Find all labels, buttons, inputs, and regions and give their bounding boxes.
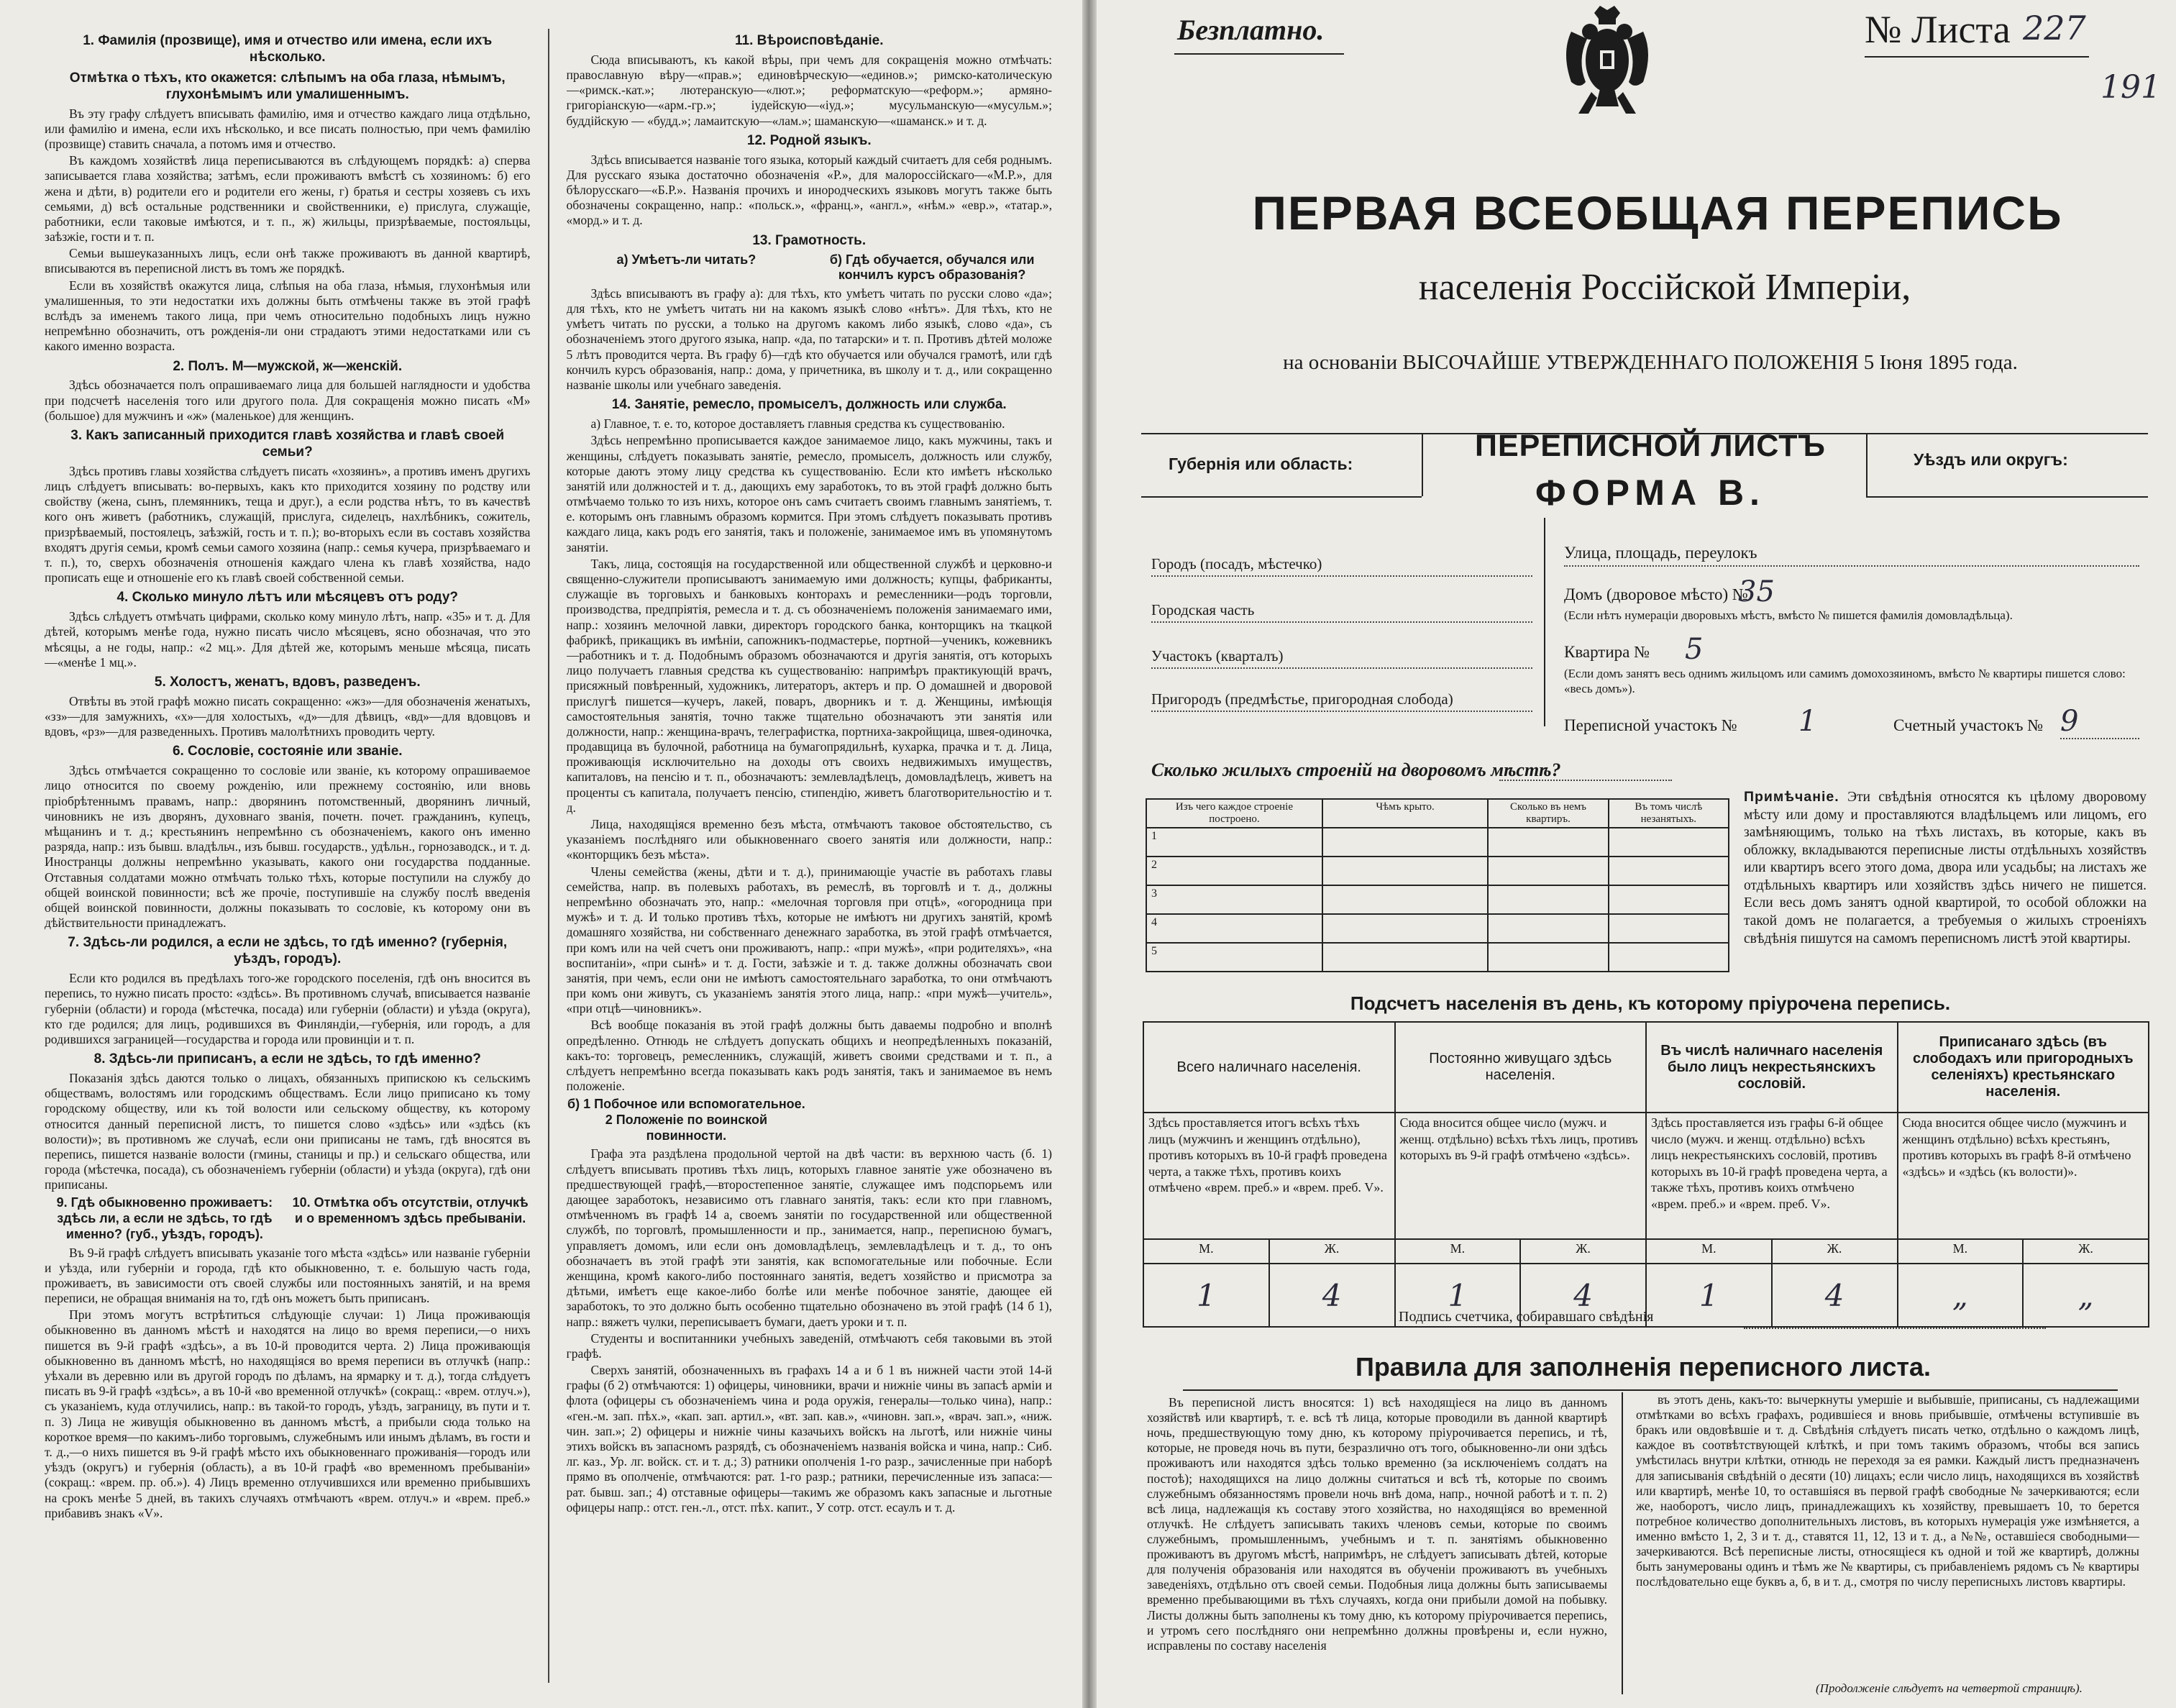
section-heading: б) 1 Побочное или вспомогательное. 2 Положеніе по воинской повинности. — [567, 1097, 805, 1143]
instruction-paragraph: Графа эта раздѣлена продольной чертой на двѣ части: въ верхнюю часть (б. 1) слѣдуетъ вписывать противъ тѣхъ лицъ, которыхъ главное занятіе уже обозначено въ предшествующей графѣ,—второстепенное занятіе, служащее имъ подспорьемъ или дающее заработокъ, независимо отъ главнаго занятія, такъ: если кто при главномъ, отмѣченномъ въ графѣ 14 а, своемъ занятіи по государственной или общественной службѣ, по торговлѣ, промышленности и пр., занимается, напр., переписною бумагъ, управляетъ домомъ, или если онъ домовладѣлецъ, землевладѣлецъ и т. д., то онъ обозначаетъ въ этой графѣ эти занятія, как вспомогательные или побочные. Если женщина, кромѣ какого-либо постояннаго занятія, ведетъ хозяйство и присмотра за дѣтьми, имѣетъ еще какое-либо болѣе или менѣе побочное занятіе, дающее ей заработокъ, то это должно быть особенно тщательно обозначено въ этой графѣ (14 б 1), напр.: вяжетъ чулки, переписываетъ бумаги, даетъ уроки и т. п. — [566, 1146, 1052, 1329]
buildings-header-roof: Чѣмъ крыто. — [1322, 799, 1489, 828]
count-header-permanent: Постоянно живущаго здѣсь населенія. — [1395, 1022, 1647, 1113]
buildings-row-number: 4 — [1146, 914, 1322, 943]
section-heading: 12. Родной языкъ. — [746, 132, 872, 148]
book-spine — [1082, 0, 1097, 1708]
instruction-paragraph: Въ эту графу слѣдуетъ вписывать фамилію, имя и отчество каждаго лица отдѣльно, или фамилію и имена, если ихъ нѣсколько, и все писать полностью, при чемъ фамилію (прозвище) ставить сначала, а потомъ имя и отчество. — [45, 106, 531, 151]
count-header-present: Всего наличнаго населенія. — [1143, 1022, 1395, 1113]
sheet-number-value: 227 — [2023, 9, 2086, 47]
rules-text-1: Въ переписной листъ вносятся: 1) всѣ находящіеся на лицо въ данномъ хозяйствѣ или квартирѣ, т. е. всѣ тѣ лица, которые проводили въ данной квартирѣ ночь, предшествующую тому дню, къ которому пріурочивается перепись, и тѣ, которые, не проведя ночь въ пути, безразлично отъ того, обыкновенно-ли они здѣсь проживаютъ или находятся здѣсь только временно (за исключеніемъ солдатъ на постоѣ); находящихся на лицо должны считаться и всѣ тѣ, которые по своимъ служебнымъ обязанностямъ провели ночь внѣ дома, напр., ночной работѣ и т. п. 2) всѣ лица, надлежащія къ составу этого хозяйства, но находящіяся во временной отлучкѣ. Не слѣдуетъ записывать такихъ членовъ семьи, которые по своимъ служебнымъ, промышленнымъ, учебнымъ и т. п. занятіямъ обыкновенно проживаютъ въ другомъ мѣстѣ, напримѣръ, не слѣдуетъ записывать дѣтей, которые для полученія образованія или находятся въ обученіи проживаютъ въ учебныхъ заведеніяхъ, отдѣльно отъ своей семьи. Подобныя лица должны быть записываемы временно пребывающими въ тѣхъ случаяхъ, когда они прибыли домой на побывку. Листы должны быть заполнены къ тому дню, къ которому пріурочивается перепись, и утромъ сего послѣдняго они непремѣнно должны провѣрены и, если нужно, исправлены по составу населенія — [1147, 1395, 1607, 1653]
census-form-page — [1097, 0, 2176, 1708]
county-label: Уѣздъ или округъ: — [1914, 450, 2068, 469]
instruction-paragraph: Всѣ вообще показанія въ этой графѣ должны быть даваемы подробно и вполнѣ опредѣленно. Отнюдь не слѣдуетъ допускать общихъ и неопредѣленныхъ показаній, какъ-то: торговецъ, ремесленникъ, служащій, живетъ своими средствами и т. п., а слѣдуетъ непремѣнно всегда показывать какъ родъ занятія, такъ и занимаемое въ немъ положеніе. — [566, 1018, 1052, 1094]
instruction-paragraph: Здѣсь вписываютъ въ графу а): для тѣхъ, кто умѣетъ читать по русски слово «да»; для тѣхъ, кто не умѣетъ читать ни на какомъ языкѣ слово «нѣтъ». Для тѣхъ, кто не умѣетъ читать по русски, а только на другомъ какомъ либо языкѣ, слово «да», съ обозначеніемъ этого другого языка, напр. «да, по татарски» и т. п. Противъ дѣтей моложе 5 лѣтъ проводится черта. Въ графу б)—гдѣ кто обучается или обучался грамотѣ, или гдѣ кончилъ курсъ образованія, напр.: дома, у причетника, въ школу и т. д., или сокращенно названіе школы или учебнаго заведенія. — [566, 286, 1052, 393]
female-label: Ж. — [1772, 1239, 1898, 1264]
count-value: „ — [2023, 1264, 2149, 1327]
instruction-paragraph: Такъ, лица, состоящія на государственной или общественной службѣ и церковно-и священно-служители прописываютъ занимаемую ими должность; купцы, фабриканты, служащіе въ торговыхъ и банковыхъ конторахъ и ремесленники—родъ торговли, производства, предпріятія, ремесла и т. д. съ обозначеніемъ положенія занимаемаго ими, напр.: хозяинъ мелочной лавки, директоръ городского банка, конторщикъ на ткацкой фабрикѣ, прикащикъ въ имѣніи, сапожникъ-подмастерье, портной—ученикъ, кожевникъ—работникъ и т. д. Подобнымъ образомъ обозначаются и другія занятія, отъ которыхъ лицо получаетъ главныя средства къ существованію: напримѣръ практикующій врачъ, присяжный повѣренный, художникъ, литераторъ, актеръ и пр. О домашней и дворовой прислугѣ пишется—кучеръ, лакей, поваръ, дворникъ и т. д. Женщины, имѣющія самостоятельныя занятія, точно также тщательно обозначаютъ эти занятія или должности, напр.: женщина-врачъ, телеграфистка, портниха-закройщица, швея-одиночка, продавщица въ булочной, работница на бумагопрядильнѣ, кухарка, прачка и т. д. Лица, проживающія исключительно на доходы отъ своихъ недвижимыхъ имуществъ, капиталовъ, на пенсію и т. п., обозначаютъ: землевладѣлецъ, домовладѣлецъ, живетъ на проценты съ капитала, получаетъ пенсію, стипендію, живетъ благотворительностію и т. д. — [566, 556, 1052, 815]
district-label: Участокъ (кварталъ) — [1151, 647, 1284, 665]
section-heading: 4. Сколько минуло лѣтъ или мѣсяцевъ отъ роду? — [116, 590, 459, 606]
count-desc-permanent: Сюда вносится общее число (мужч. и женщ. отдѣльно) всѣхъ тѣхъ лицъ, противъ которыхъ въ 9-й графѣ отмѣчено «здѣсь». — [1395, 1113, 1647, 1239]
instructions-column-2 — [567, 29, 1053, 1683]
buildings-question: Сколько жилыхъ строеній на дворовомъ мѣстѣ? — [1151, 759, 1561, 780]
stamp-number: 191 — [2100, 69, 2161, 106]
count-desc-present: Здѣсь проставляется итогъ всѣхъ тѣхъ лицъ (мужчинъ и женщинъ отдѣльно), противъ которыхъ въ 10-й графѣ проведена черта, а также тѣхъ, противъ коихъ отмѣчено «врем. преб.» и «врем. преб. V». — [1143, 1113, 1395, 1239]
count-value: „ — [1898, 1264, 2024, 1327]
continued-note: (Продолженіе слѣдуетъ на четвертой страницѣ). — [1816, 1681, 2083, 1695]
section-heading: б) Гдѣ обучается, обучался или кончилъ курсъ образованія? — [829, 252, 1035, 283]
instruction-paragraph: Семьи вышеуказанныхъ лицъ, если онѣ также проживаютъ въ данной квартирѣ, вписываются въ переписной листъ въ томъ же порядкѣ. — [45, 246, 531, 276]
apartment-label: Квартира № — [1564, 643, 1650, 661]
section-heading: 2. Полъ. М—мужской, ж—женскій. — [173, 358, 403, 374]
instruction-paragraph: Здѣсь противъ главы хозяйства слѣдуетъ писать «хозяинъ», а противъ именъ другихъ лицъ слѣдуетъ вписывать: во-первыхъ, какъ кто приходится хозяину по родству или свойству (жена, сынъ, племянникъ, теща и друг.), а если родства нѣтъ, то въ качествѣ кого онъ живетъ (работникъ, служащій, прислуга, сиделецъ, нахлѣбникъ, сожитель, призрѣваемый, постоялецъ, заѣзжій, гость и т. п.); во-вторыхъ если въ составъ хозяйства входятъ другія семьи, кромѣ семьи самого хозяина (напр.: семья кучера, призрѣваемаго и т. п.), то, сверхъ обозначенія отношенія каждаго члена къ главѣ хозяйства, надо прописать еще и отношеніе его къ главѣ своей собственной семьи. — [45, 463, 531, 585]
section-heading — [812, 1097, 1052, 1143]
count-header-peasant: Приписанаго здѣсь (въ слободахъ или пригородныхъ селеніяхъ) крестьянскаго населенія. — [1898, 1022, 2149, 1113]
count-desc-non-peasant: Здѣсь проставляется изъ графы 6-й общее число (мужч. и женщ. отдѣльно) всѣхъ лицъ некрестьянскихъ сословій, противъ которыхъ въ 10-й графѣ проведена черта, а также тѣхъ, противъ коихъ отмѣчено «врем. преб.» и «врем. преб. V». — [1646, 1113, 1898, 1239]
section-heading: 8. Здѣсь-ли приписанъ, а если не здѣсь, то гдѣ именно? — [93, 1051, 481, 1067]
female-label: Ж. — [2023, 1239, 2149, 1264]
male-label: М. — [1646, 1239, 1772, 1264]
instructions-column-1 — [45, 29, 531, 1683]
instruction-paragraph: Здѣсь вписывается названіе того языка, который каждый считаетъ для себя роднымъ. Для русскаго языка достаточно обозначенія «Р.», для малороссійскаго—«М.Р.», для бѣлорусскаго—«Б.Р.». Названія прочихъ и инородческихъ языковъ могутъ также быть обозначены сокращенно, напр.: «польск.», «франц.», «англ.», «нѣм.» «евр.», «татар.», «морд.» и т. д. — [566, 152, 1052, 228]
house-note: (Если нѣтъ нумераціи дворовыхъ мѣстъ, вмѣсто № пишется фамилія домовладѣльца). — [1564, 608, 2013, 622]
section-heading: 1. Фамилія (прозвище), имя и отчество или имена, если ихъ нѣсколько. — [83, 33, 493, 65]
count-value: 4 — [1772, 1264, 1898, 1327]
male-label: М. — [1395, 1239, 1521, 1264]
instruction-paragraph: При этомъ могутъ встрѣтиться слѣдующіе случаи: 1) Лица проживающія обыкновенно въ данномъ мѣстѣ и находятся на лицо во время переписи,—о нихъ пишется въ 9-й графѣ «здѣсь», а въ 10-й проводится черта. 2) Лица проживающія обыкновенно въ данномъ мѣстѣ, но находящіяся во время переписи въ отлучкѣ (напр.: уѣхали въ деревню или въ другой городъ по дѣламъ, на ярмарку и т. д.), тогда слѣдуетъ писать въ 9-й графѣ «здѣсь», а въ 10-й «во временной отлучкѣ» (сокращ.: «врем. отлуч.»), съ указаніемъ, куда отлучились, напр.: въ такой-то городъ, уѣздъ, заграницу, въ пути и т. п. 3) Лица не живущія обыкновенно въ данномъ мѣстѣ, а прибыли сюда только на короткое время—по какимъ-либо торговымъ, служебнымъ или инымъ дѣламъ, въ гости и т. д.,—о нихъ пишется въ 9-й графѣ мѣсто ихъ обыкновеннаго проживанія—городъ или уѣздъ (округъ) и губернія (область), а въ 10-й графѣ «во временномъ пребываніи» (сокращ.: «врем. пр. об.»). 4) Лицъ временно отлучившихся или временно прибывшихъ на срокъ менѣе 5 дней, въ такихъ случаяхъ отмѣчаютъ «врем. отлуч.» и «врем. преб.» прибавивъ знакъ «V». — [45, 1307, 531, 1520]
buildings-note — [1744, 788, 2147, 948]
instruction-paragraph: Въ 9-й графѣ слѣдуетъ вписывать указаніе того мѣста «здѣсь» или названіе губерніи и уѣзда, или губерніи и города, гдѣ кто обыкновенно, т. е. большую часть года, проживаетъ, въ зависимости отъ своей службы или постоянныхъ занятій, и на время переписи, не обращая вниманія на то, гдѣ онъ можетъ быть приписанъ. — [45, 1245, 531, 1306]
population-count-title: Подсчетъ населенія въ день, къ которому пріурочена перепись. — [1350, 992, 1951, 1014]
rules-text-2: въ этотъ день, какъ-то: вычеркнуты умершіе и выбывшіе, приписаны, съ надлежащими отмѣтками во всѣхъ графахъ, родившіеся и вновь прибывшіе, отмѣчены вступившіе въ бракъ или овдовѣвшіе и т. д. Свѣдѣнія слѣдуетъ писать четко, отдѣльно о каждомъ лицѣ, каждое въ соотвѣтствующей клѣткѣ, и при томъ такимъ образомъ, чтобы вся запись умѣстилась внутри клѣтки, отнюдь не переходя за ея рамки. Каждый листъ предназначенъ для записыванія свѣдѣній о десяти (10) лицахъ; если число лицъ, находящихся въ хозяйствѣ или квартирѣ, менѣе 10, то оставшіяся въ первой графѣ свободные № зачеркиваются; если же, наоборотъ, число лицъ, принадлежащихъ къ хозяйству, превышаетъ 10, то берется потребное количество дополнительныхъ листовъ, въ которыхъ нумерація уже измѣняется, а именно вмѣсто 1, 2, 3 и т. д., ставятся 11, 12, 13 и т. д., а №№, оставшіеся свободными—зачеркиваются. Всѣ переписные листы, относящіеся къ одной и той же квартирѣ, должны быть занумерованы одинъ и тѣмъ же № квартиры, съ прибавленіемъ рядомъ съ № квартиры послѣдовательно еще буквъ а, б, в и т. д., смотря по числу переписныхъ листовъ квартиры. — [1636, 1392, 2139, 1589]
house-number: 35 — [1738, 575, 1775, 608]
rules-column-1 — [1147, 1395, 1607, 1697]
count-header-non-peasant: Въ числѣ наличнаго населенія было лицъ некрестьянскихъ сословій. — [1646, 1022, 1898, 1113]
buildings-row-number: 5 — [1146, 943, 1322, 972]
buildings-row-number: 3 — [1146, 885, 1322, 914]
page-title: ПЕРВАЯ ВСЕОБЩАЯ ПЕРЕПИСЬ — [1252, 186, 2063, 239]
count-value: 1 — [1646, 1264, 1772, 1327]
column-divider — [548, 29, 549, 1683]
legal-basis: на основаніи ВЫСОЧАЙШЕ УТВЕРЖДЕННАГО ПОЛОЖЕНІЯ 5 Іюня 1895 года. — [1283, 351, 2018, 374]
section-heading: 5. Холостъ, женатъ, вдовъ, разведенъ. — [154, 674, 421, 690]
instruction-paragraph: Здѣсь непремѣнно прописывается каждое занимаемое лицо, какъ мужчины, такъ и женщины, слѣдуетъ показывать занятіе, ремесло, промыселъ, должность или службу, которые даютъ этому лицу средства къ существованію. Если кто имѣетъ нѣсколько занятій или должностей и т. д., дающихъ ему заработокъ, то въ этой графѣ должно быть отмѣчаемо только то изъ нихъ, которое онъ самъ считаетъ своимъ главнымъ занятіемъ, т. е. которымъ онъ главнымъ образомъ кормится. При этомъ слѣдуетъ показывать противъ каждаго лица, какъ родъ его занятія, такъ и положеніе, занимаемое имъ въ упомянутомъ занятіи. — [566, 433, 1052, 554]
city-part-label: Городская часть — [1151, 601, 1255, 618]
section-heading: 14. Занятіе, ремесло, промыселъ, должность или служба. — [611, 397, 1007, 413]
rules-title: Правила для заполненія переписного листа. — [1355, 1352, 1932, 1382]
instruction-paragraph: Показанія здѣсь даются только о лицахъ, обязанныхъ припискою къ сельскимъ обществамъ, волостямъ или городскимъ обществамъ. Если лицо приписано къ тому городскому обществу, или къ той волости или сельскому обществу, къ которому относится данный переписной листъ, то пишется слово «здѣсь» или «здѣсь (къ волости)»; въ противномъ же случаѣ, если они приписаны не тамъ, гдѣ вносятся въ перепись, пишется названіе волости (гмины, станицы и пр.) и сельскаго общества, или города (мѣстечка, посада), съ обозначеніемъ губерніи (области) и уѣзда (округа), гдѣ они приписаны. — [45, 1070, 531, 1192]
instruction-paragraph: Здѣсь обозначается полъ опрашиваемаго лица для большей наглядности и удобства при подсчетѣ населенія того или другого пола. Для сокращенія можно писать «М» (большое) для мужчинъ и «ж» (маленькое) для женщинъ. — [45, 378, 531, 423]
sheet-number-label: № Листа — [1865, 8, 2011, 51]
instruction-paragraph: Члены семейства (жены, дѣти и т. д.), принимающіе участіе въ работахъ главы семейства, напр. въ полевыхъ работахъ, въ ремеслѣ, въ торговлѣ и т. д., должны непремѣнно обозначать это, напр.: «мелочная торговля при отцѣ», «огородница при мужѣ» и т. д. И только противъ тѣхъ, которые не имѣютъ ни другихъ занятій, кромѣ домашняго хозяйства, ни собственнаго денежнаго заработка, въ этой графѣ отмѣчается, при комъ или на чей счетъ они проживаютъ, напр.: «при мужѣ», «при родителяхъ», «на воспитаніи», «при сынѣ» и т. д. Гости, заѣзжіе и т. д. также должны обозначать свои занятія, при чемъ, если они не имѣютъ самостоятельнаго заработка, то они отмѣчаютъ при комъ они живутъ, съ указаніемъ занятія этого лица, напр.: «при мужѣ—учитель», «при отцѣ—чиновникъ». — [566, 864, 1052, 1016]
paired-headings — [567, 252, 1053, 283]
population-count-table — [1143, 1021, 2149, 1328]
buildings-row-number: 1 — [1146, 828, 1322, 857]
male-label: М. — [1898, 1239, 2024, 1264]
section-heading: 3. Какъ записанный приходится главѣ хозяйства и главѣ своей семьи? — [70, 428, 505, 460]
instruction-paragraph: Если въ хозяйствѣ окажутся лица, слѣпыя на оба глаза, нѣмыя, глухонѣмыя или умалишенныя, то эти недостатки ихъ должны быть отмѣчены также въ этой графѣ вслѣдъ за именемъ такого лица, при чемъ относительно подобныхъ лицъ нужно непремѣнно обозначить, отъ рожденія-ли они страдаютъ этими недостатками или съ какого именно возраста. — [45, 278, 531, 354]
census-district-value: 1 — [1798, 705, 1817, 738]
section-heading: а) Умѣетъ-ли читать? — [616, 252, 756, 267]
list-title: ПЕРЕПИСНОЙ ЛИСТЪ — [1475, 429, 1826, 463]
count-value: 1 — [1395, 1264, 1521, 1327]
buildings-header-apartments: Сколько въ немъ квартиръ. — [1488, 799, 1608, 828]
instruction-paragraph: Сверхъ занятій, обозначенныхъ въ графахъ 14 а и б 1 въ нижней части этой 14-й графы (б 2) отмѣчаются: 1) офицеры, чиновники, врачи и нижніе чины въ запасѣ арміи и флота (офицеры съ обозначеніемъ чина и рода оружія, генералы—только чина), напр.: «ген.-м. зап. пѣх.», «кап. зап. артил.», «вт. зап. кав.», «чиновн. зап.», «врач. зап.», «ниж. чин. зап.»; 2) офицеры и нижніе чины казачьихъ войскъ на льготѣ, или нижніе чины этихъ войскъ въ запасномъ разрядѣ, съ обозначеніемъ названія войска и чина, напр.: Сиб. лг. каз., Ур. лг. войск. ст. и т. д.; 3) ратники ополченія 1-го разр., зачисленные при наборѣ прямо въ ополченіе, отмѣчаются: рат. 1-го разр.; ратники, перечисленные изъ запаса:—рат. бывш. зап.; 4) отставные офицеры—такимъ же образомъ какъ запасные и льготные офицеры напр.: отст. ген.-л., отст. пѣх. капит., У сотр. отст. есаулъ и т. д. — [566, 1363, 1052, 1515]
free-label: Безплатно. — [1177, 14, 1325, 46]
paired-headings — [45, 1195, 531, 1242]
instruction-paragraph: Студенты и воспитанники учебныхъ заведеній, отмѣчаютъ себя таковыми въ этой графѣ. — [566, 1330, 1052, 1361]
street-label: Улица, площадь, переулокъ — [1564, 544, 1757, 562]
census-district-label: Переписной участокъ № — [1564, 716, 1737, 734]
male-label: М. — [1143, 1239, 1269, 1264]
province-label: Губернія или область: — [1169, 455, 1353, 473]
counting-district-label: Счетный участокъ № — [1893, 716, 2044, 734]
instructions-page — [0, 0, 1082, 1708]
buildings-header-vacant: Въ томъ числѣ незанятыхъ. — [1609, 799, 1729, 828]
instruction-paragraph: а) Главное, т. е. то, которое доставляетъ главныя средства къ существованію. — [590, 416, 1005, 431]
section-heading: 10. Отмѣтка объ отсутствіи, отлучкѣ и о временномъ здѣсь пребываніи. — [292, 1195, 529, 1226]
apartment-number: 5 — [1685, 633, 1704, 666]
section-heading: 6. Сословіе, состояніе или званіе. — [172, 744, 403, 759]
note-title: Примѣчаніе. — [1744, 789, 1839, 805]
count-desc-peasant: Сюда вносится общее число (мужчинъ и женщинъ отдѣльно) всѣхъ крестьянъ, противъ которыхъ въ графѣ 8-й отмѣчено «здѣсь» и «здѣсь (къ волости)». — [1898, 1113, 2149, 1239]
buildings-header-material: Изъ чего каждое строеніе построено. — [1146, 799, 1322, 828]
female-label: Ж. — [1269, 1239, 1395, 1264]
instruction-paragraph: Лица, находящіяся временно безъ мѣста, отмѣчаютъ таковое обстоятельство, съ указаніемъ послѣдняго или обыкновеннаго своего занятія или должности, напр.: «конторщикъ безъ мѣста». — [566, 817, 1052, 862]
note-text: Эти свѣдѣнія относятся къ цѣлому дворовому мѣсту или дому и проставляются владѣльцемъ или лицомъ, его замѣняющимъ, только на тѣхъ листахъ, въ которые, какъ въ обложку, вкладываются переписные листы отдѣльныхъ хозяйствъ или квартиръ всего этого дома, двора или усадьбы; на листахъ же отдѣльныхъ квартиръ или хозяйствъ здѣсь ничего не пишется. Если весь домъ занятъ одной квартирой, то особой обложки на такой домъ не полагается, а требуемыя о жилыхъ строеніяхъ свѣдѣнія пишутся на самомъ переписномъ листѣ этой квартиры. — [1744, 790, 2147, 946]
page-subtitle: населенія Россійской Имперіи, — [1418, 267, 1911, 308]
suburb-label: Пригородъ (предмѣстье, пригородная слобода) — [1151, 690, 1453, 708]
section-heading: 13. Грамотность. — [752, 232, 867, 248]
city-label: Городъ (посадъ, мѣстечко) — [1151, 555, 1322, 572]
buildings-table — [1146, 798, 1729, 972]
instruction-paragraph: Сюда вписываютъ, къ какой вѣры, при чемъ для сокращенія можно отмѣчать: православную вѣру—«прав.»; единовѣрческую—«единов.»; римско-католическую—«римск.-кат.»; лютеранскую—«лют.»; реформатскую—«реформ.»; армяно-григоріанскую—«арм.-гр.»; іудейскую—«іуд.»; мусульманскую—«мусульм.»; буддійскую — «будд.»; ламаитскую—«лам.»; шаманскую—«шаманск.» и т. д. — [566, 52, 1052, 128]
house-label: Домъ (дворовое мѣсто) № — [1564, 585, 1748, 603]
female-label: Ж. — [1520, 1239, 1646, 1264]
double-headed-eagle-icon — [1557, 3, 1658, 125]
instruction-paragraph: Здѣсь отмѣчается сокращенно то сословіе или званіе, къ которому опрашиваемое лицо относится по своему рожденію, или прежнему состоянію, или вновь пріобрѣтеннымъ правамъ, напр.: дворянинъ потомственный, дворянинъ личный, чиновникъ не изъ дворянъ, духовнаго званія, почетн. почет. гражданинъ, купецъ, мѣщанинъ и т. д.; крестьянинъ непремѣнно съ обозначеніемъ, какого онъ именно разряда, напр.: изъ бывш. владѣльч., изъ бывш. государств., удѣльн., горнозаводск., и т. д. Иностранцы должны непремѣнно указывать, какого они государства подданные. Отставныя солдатами можно отмѣчать только тѣхъ, которые поступили на службу до общей воинской повинности; всѣ же прочіе, поступившіе на службу послѣ введенія общей воинской повинности, должны показывать то сословіе, къ которому они въ дѣйствительности принадлежатъ. — [45, 763, 531, 931]
instruction-paragraph: Въ каждомъ хозяйствѣ лица переписываются въ слѣдующемъ порядкѣ: а) сперва записывается глава хозяйства; затѣмъ, если проживаютъ вмѣстѣ съ хозяиномъ: б) его жена и дѣти, в) родители его и родители его жены, г) братья и сестры хозяевъ съ ихъ семьями, д) всѣ остальные родственники и свойственники, е) прислуга, служащіе, работники, если таковые имѣются, и т. п., ж) жильцы, призрѣваемые, постояльцы, заѣзжіе, гости и т. п. — [45, 153, 531, 245]
section-heading: Отмѣтка о тѣхъ, кто окажется: слѣпымъ на оба глаза, нѣмымъ, глухонѣмымъ или умалишеннымъ. — [69, 70, 506, 102]
rules-column-2 — [1636, 1392, 2139, 1680]
enumerator-signature-label: Подпись счетчика, собиравшаго свѣдѣнія — [1399, 1309, 1654, 1325]
count-value: 4 — [1269, 1264, 1395, 1327]
instruction-paragraph: Если кто родился въ предѣлахъ того-же городского поселенія, гдѣ онъ вносится въ перепись, то нужно писать просто: «здѣсь». Въ противномъ случаѣ, вписывается названіе губерніи (области) и города (мѣстечка, посада) или губерніи (области) и уѣзда (округа), кто где родился; для лицъ, родившихся въ Финляндіи,—губернія, или городъ, а для родившихся заграницей—государства и города или провинціи и т. п. — [45, 971, 531, 1046]
section-heading: 7. Здѣсь-ли родился, а если не здѣсь, то гдѣ именно? (губернія, уѣздъ, городъ). — [68, 935, 508, 967]
section-heading: 9. Гдѣ обыкновенно проживаетъ: здѣсь ли, а если не здѣсь, то гдѣ именно? (губ., уѣздъ, городъ). — [56, 1195, 273, 1241]
buildings-row-number: 2 — [1146, 857, 1322, 885]
instruction-paragraph: Отвѣты въ этой графѣ можно писать сокращенно: «жз»—для обозначенія женатыхъ, «зз»—для замужнихъ, «х»—для холостыхъ, «д»—для дѣвицъ, «вд»—для вдовцовъ и вдовъ, «рз»—для разведенныхъ. Противъ малолѣтнихъ проводить черту. — [45, 693, 531, 739]
form-title: ФОРМА В. — [1535, 472, 1765, 513]
apartment-note: (Если домъ занятъ весь однимъ жильцомъ или самимъ домохозяиномъ, вмѣсто № квартиры пишется слово: «весь домъ»). — [1564, 667, 2126, 696]
paired-headings — [567, 1097, 1053, 1143]
counting-district-value: 9 — [2060, 705, 2079, 738]
section-heading: 11. Вѣроисповѣданіе. — [734, 33, 884, 48]
instruction-paragraph: Здѣсь слѣдуетъ отмѣчать цифрами, сколько кому минуло лѣтъ, напр. «35» и т. д. Для дѣтей, которымъ менѣе года, нужно писать число мѣсяцевъ, ясно обозначая, что это мѣсяцы, а не годы, напр.: «2 мц.». Для дѣтей же, которымъ меньше мѣсяца, писать—«менѣе 1 мц.». — [45, 609, 531, 670]
count-value: 4 — [1520, 1264, 1646, 1327]
count-value: 1 — [1143, 1264, 1269, 1327]
